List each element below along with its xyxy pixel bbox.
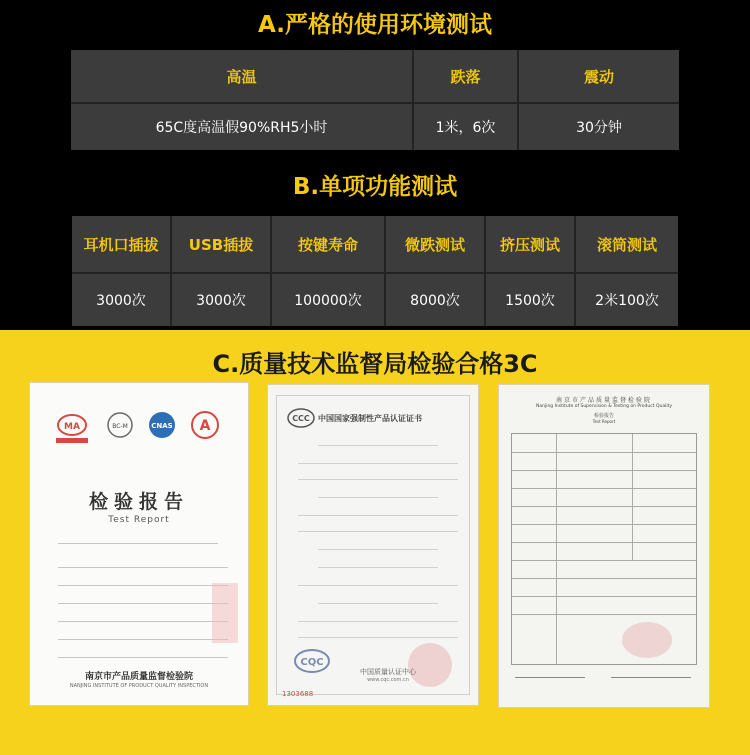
seal-stamp-icon [212, 583, 238, 643]
grid-line [512, 560, 696, 561]
ccc-mark-icon [292, 647, 332, 675]
ccc-organization: 中国质量认证中心 [360, 668, 416, 676]
report-sub: 检验报告 [593, 413, 614, 419]
table-cell-drop: 1米，6次 [435, 120, 496, 136]
field-line [58, 639, 228, 640]
table-header-squeeze: 挤压测试 [499, 235, 560, 254]
grid-line [512, 452, 696, 453]
report-org-cn: 南京市产品质量监督检验院 [555, 397, 652, 404]
table-header-earphone: 耳机口插拔 [83, 235, 159, 254]
table-divider [384, 216, 386, 326]
field-line [58, 567, 228, 568]
table-header-drop: 跌落 [450, 67, 481, 86]
text-line [298, 585, 458, 586]
ccc-certificate [268, 385, 478, 705]
report-grid [511, 433, 697, 665]
table-header-vibration: 震动 [583, 67, 614, 86]
table-header-high-temp: 高温 [226, 67, 257, 86]
field-line [58, 657, 228, 658]
divider [58, 543, 218, 544]
svg-text:A: A [199, 418, 211, 434]
report-footer-en: NANJING INSTITUTE OF PRODUCT QUALITY INSPECTION [69, 683, 209, 689]
report-sub-en: Test Report [592, 419, 616, 424]
table-divider [270, 216, 272, 326]
grid-line [512, 524, 696, 525]
text-line [298, 463, 458, 464]
table-divider [574, 216, 576, 326]
text-line [298, 515, 458, 516]
field-line [58, 603, 228, 604]
ccc-title: 中国国家强制性产品认证证书 [318, 414, 422, 423]
report-title: 检验报告 [88, 491, 189, 513]
field-line [58, 621, 228, 622]
table-cell-high-temp: 65C度高温假90%RH5小时 [155, 120, 328, 136]
section-b-title: B.单项功能测试 [292, 174, 458, 200]
ccc-serial: 1303688 [282, 690, 314, 698]
text-line [318, 603, 438, 604]
table-header-usb: USB插拔 [188, 235, 254, 254]
environment-test-table [71, 50, 679, 150]
table-header-key-life: 按键寿命 [297, 235, 358, 254]
grid-line [512, 596, 696, 597]
table-divider [484, 216, 486, 326]
ccc-logo-icon [286, 407, 316, 429]
grid-line [512, 542, 696, 543]
signature-line [515, 677, 585, 678]
table-cell-earphone: 3000次 [96, 293, 146, 309]
certificate-section [0, 330, 750, 755]
grid-line [512, 578, 696, 579]
text-line [298, 531, 458, 532]
table-cell-micro-drop: 8000次 [410, 293, 460, 309]
grid-line [632, 434, 633, 560]
table-header-tumble: 滚筒测试 [596, 235, 657, 254]
report-subtitle: Test Report [108, 515, 170, 525]
certification-logos-icon [30, 403, 248, 463]
grid-line [512, 506, 696, 507]
text-line [298, 479, 458, 480]
grid-line [512, 488, 696, 489]
text-line [318, 497, 438, 498]
report-org-en: Nanjing Institute of Supervision & Testing on Product Quality [535, 404, 673, 409]
table-cell-usb: 3000次 [196, 293, 246, 309]
test-report-certificate [30, 383, 248, 705]
section-a-title: A.严格的使用环境测试 [258, 12, 492, 38]
section-c-title: C.质量技术监督局检验合格3C [212, 350, 538, 378]
field-line [58, 585, 228, 586]
red-seal-icon [622, 622, 672, 658]
text-line [298, 621, 458, 622]
svg-text:CCC: CCC [292, 414, 310, 423]
table-cell-vibration: 30分钟 [576, 120, 622, 136]
table-divider [170, 216, 172, 326]
grid-line [512, 470, 696, 471]
test-section-dark [0, 0, 750, 330]
function-test-table [72, 216, 678, 326]
svg-text:BC-M: BC-M [112, 423, 128, 430]
ccc-website: www.cqc.com.cn [367, 677, 409, 683]
table-header-micro-drop: 微跌测试 [404, 235, 465, 254]
table-divider [412, 50, 414, 150]
grid-line [512, 614, 696, 615]
table-cell-squeeze: 1500次 [505, 293, 555, 309]
nanjing-test-report [499, 385, 709, 707]
table-divider [517, 50, 519, 150]
grid-line [556, 434, 557, 664]
text-line [318, 549, 438, 550]
text-line [318, 567, 438, 568]
svg-text:CQC: CQC [300, 657, 324, 668]
report-footer: 南京市产品质量监督检验院 [84, 672, 193, 682]
table-cell-key-life: 100000次 [294, 293, 362, 309]
text-line [318, 445, 438, 446]
svg-text:MA: MA [64, 422, 80, 432]
table-cell-tumble: 2米100次 [595, 293, 659, 309]
text-line [298, 637, 458, 638]
signature-line [611, 677, 691, 678]
svg-text:CNAS: CNAS [151, 422, 173, 430]
